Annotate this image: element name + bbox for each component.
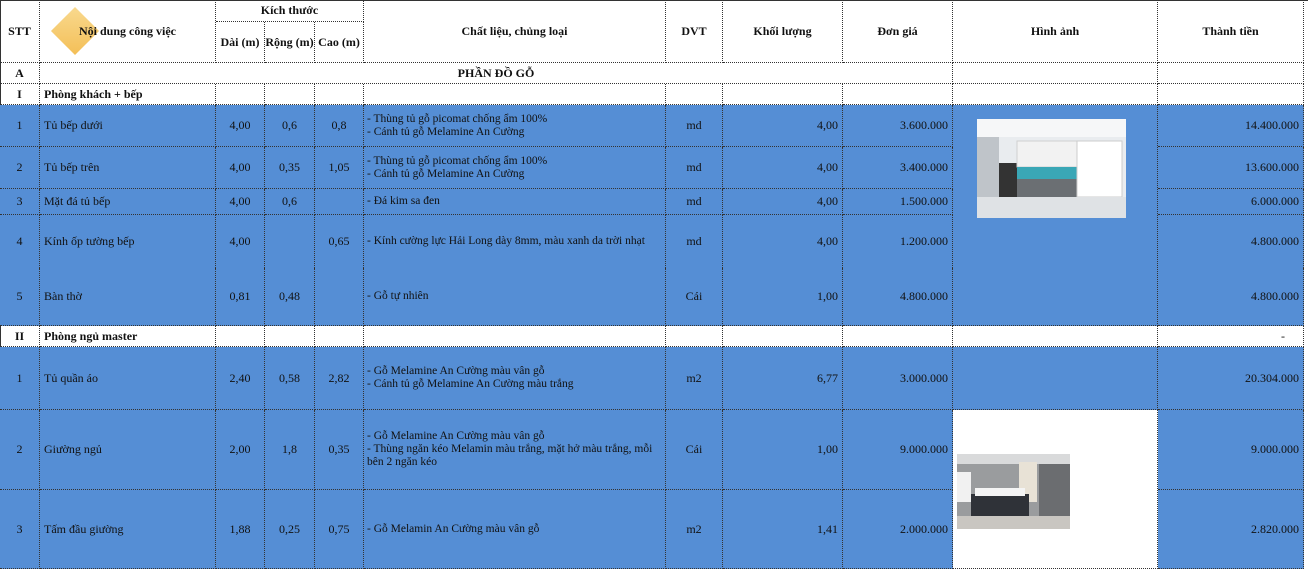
g1-r5-cao[interactable] [315, 268, 364, 326]
g2-r3-dai[interactable]: 1,88 [216, 490, 265, 569]
g1-r5-gia[interactable]: 4.800.000 [843, 268, 953, 326]
header-thanh-tien[interactable]: Thành tiền [1158, 0, 1304, 63]
g2-r2-gia[interactable]: 9.000.000 [843, 410, 953, 490]
g1-r1-gia[interactable]: 3.600.000 [843, 105, 953, 147]
g2-r1-cao[interactable]: 2,82 [315, 347, 364, 410]
g2-r1-image[interactable] [953, 347, 1158, 410]
g1-r4-name[interactable]: Kính ốp tường bếp [40, 215, 216, 268]
g1-r1-dai[interactable]: 4,00 [216, 105, 265, 147]
g2-r3-material[interactable] [364, 490, 666, 569]
g2-r2-material[interactable] [364, 410, 666, 490]
group1-title[interactable]: Phòng khách + bếp [40, 84, 216, 105]
section-a-stt[interactable]: A [0, 63, 40, 84]
g1-r3-material[interactable] [364, 189, 666, 215]
g1-r1-dvt[interactable]: md [666, 105, 723, 147]
group2-empty-mat[interactable] [364, 326, 666, 347]
bedroom-photo-svg [957, 454, 1070, 529]
g1-r2-tien[interactable]: 13.600.000 [1158, 147, 1304, 189]
g2-r3-rong[interactable]: 0,25 [265, 490, 315, 569]
g2-r2-kl[interactable]: 1,00 [723, 410, 843, 490]
g2-r1-stt[interactable]: 1 [0, 347, 40, 410]
g1-r3-kl[interactable]: 4,00 [723, 189, 843, 215]
g1-r1-tien[interactable]: 14.400.000 [1158, 105, 1304, 147]
group1-empty-image[interactable] [953, 84, 1158, 105]
g1-r1-material-line1: - Thùng tủ gỗ picomat chống ẩm 100% [367, 112, 548, 125]
g2-r2-dvt[interactable]: Cái [666, 410, 723, 490]
g1-r5-dai[interactable]: 0,81 [216, 268, 265, 326]
g1-r2-stt[interactable]: 2 [0, 147, 40, 189]
group2-empty-gia[interactable] [843, 326, 953, 347]
g1-r1-material-line2: - Cánh tủ gỗ Melamine An Cường [367, 125, 525, 138]
g2-r2-dai[interactable]: 2,00 [216, 410, 265, 490]
g1-r5-name[interactable]: Bàn thờ [40, 268, 216, 326]
g1-r3-material-line1: - Đá kim sa đen [367, 195, 440, 207]
g1-r3-rong[interactable]: 0,6 [265, 189, 315, 215]
header-stt[interactable]: STT [0, 0, 40, 63]
g2-r1-material-line2: - Cánh tủ gỗ Melamine An Cường màu trắng [367, 378, 574, 390]
g2-r2-cao[interactable]: 0,35 [315, 410, 364, 490]
g1-r2-kl[interactable]: 4,00 [723, 147, 843, 189]
g2-r1-material[interactable] [364, 347, 666, 410]
g1-r2-material[interactable] [364, 147, 666, 189]
header-khoi-luong[interactable]: Khối lượng [723, 0, 843, 63]
g1-r3-gia[interactable]: 1.500.000 [843, 189, 953, 215]
g1-r2-material-line2: - Cánh tủ gỗ Melamine An Cường [367, 167, 525, 180]
g1-r3-stt[interactable]: 3 [0, 189, 40, 215]
g1-r2-cao[interactable]: 1,05 [315, 147, 364, 189]
group1-empty-gia[interactable] [843, 84, 953, 105]
group2-title[interactable]: Phòng ngủ master [40, 326, 216, 347]
g2-r3-gia[interactable]: 2.000.000 [843, 490, 953, 569]
header-dvt[interactable]: DVT [666, 0, 723, 63]
g1-r5-rong[interactable]: 0,48 [265, 268, 315, 326]
group2-empty-dvt[interactable] [666, 326, 723, 347]
g2-r1-gia[interactable]: 3.000.000 [843, 347, 953, 410]
g1-r4-tien[interactable]: 4.800.000 [1158, 215, 1304, 268]
g2-r3-kl[interactable]: 1,41 [723, 490, 843, 569]
group2-empty-dai[interactable] [216, 326, 265, 347]
g2-r1-kl[interactable]: 6,77 [723, 347, 843, 410]
g2-r3-dvt[interactable]: m2 [666, 490, 723, 569]
g2-r3-cao[interactable]: 0,75 [315, 490, 364, 569]
g1-r3-dvt[interactable]: md [666, 189, 723, 215]
header-chat-lieu[interactable]: Chất liệu, chủng loại [364, 0, 666, 63]
group1-empty-dvt[interactable] [666, 84, 723, 105]
g2-r2-stt[interactable]: 2 [0, 410, 40, 490]
group1-empty-cao[interactable] [315, 84, 364, 105]
group1-empty-dai[interactable] [216, 84, 265, 105]
g1-r2-dvt[interactable]: md [666, 147, 723, 189]
g2-r2-material-line2: - Thùng ngăn kéo Melamin màu trắng, mặt hở màu trắng, mỗi [367, 443, 653, 455]
bedroom-photo-icon[interactable] [957, 454, 1070, 529]
group2-total[interactable]: - [1158, 326, 1304, 347]
g2-r1-rong[interactable]: 0,58 [265, 347, 315, 410]
group1-stt[interactable]: I [0, 84, 40, 105]
g1-r1-material[interactable] [364, 105, 666, 147]
g1-r5-material[interactable] [364, 268, 666, 326]
g2-r1-dvt[interactable]: m2 [666, 347, 723, 410]
g2-r1-name[interactable]: Tủ quần áo [40, 347, 216, 410]
g1-r4-material-line1: - Kính cường lực Hải Long dày 8mm, màu xanh da trời nhạt [367, 235, 645, 247]
g1-r4-dvt[interactable]: md [666, 215, 723, 268]
g2-r3-material-line1: - Gỗ Melamin An Cường màu vân gỗ [367, 522, 540, 535]
header-hinh-anh[interactable]: Hình ảnh [953, 0, 1158, 63]
g1-r2-name[interactable]: Tủ bếp trên [40, 147, 216, 189]
group1-empty-rong[interactable] [265, 84, 315, 105]
g1-r5-tien[interactable]: 4.800.000 [1158, 268, 1304, 326]
section-a-image[interactable] [953, 63, 1158, 84]
g1-r1-stt[interactable]: 1 [0, 105, 40, 147]
g2-r3-name[interactable]: Tấm đầu giường [40, 490, 216, 569]
header-kich-thuoc[interactable]: Kích thước [216, 0, 364, 22]
g1-r4-cao[interactable]: 0,65 [315, 215, 364, 268]
g1-r1-kl[interactable]: 4,00 [723, 105, 843, 147]
g2-image-cell[interactable] [953, 410, 1158, 569]
group2-empty-kl[interactable] [723, 326, 843, 347]
g1-r5-kl[interactable]: 1,00 [723, 268, 843, 326]
g1-r3-name[interactable]: Mặt đá tủ bếp [40, 189, 216, 215]
group2-empty-rong[interactable] [265, 326, 315, 347]
g1-r1-cao[interactable]: 0,8 [315, 105, 364, 147]
g2-r3-stt[interactable]: 3 [0, 490, 40, 569]
header-noi-dung-label: Nội dung công việc [78, 23, 176, 38]
group2-empty-image[interactable] [953, 326, 1158, 347]
group2-stt[interactable]: II [0, 326, 40, 347]
g1-r5-dvt[interactable]: Cái [666, 268, 723, 326]
kitchen-photo-icon[interactable] [977, 119, 1126, 218]
g1-r3-dai[interactable]: 4,00 [216, 189, 265, 215]
g2-r3-tien[interactable]: 2.820.000 [1158, 490, 1304, 569]
g2-r2-name[interactable]: Giường ngủ [40, 410, 216, 490]
header-dai[interactable]: Dài (m) [216, 22, 265, 63]
g2-r1-material-line1: - Gỗ Melamine An Cường màu vân gỗ [367, 365, 545, 377]
g1-r4-kl[interactable]: 4,00 [723, 215, 843, 268]
group1-empty-kl[interactable] [723, 84, 843, 105]
g1-r2-rong[interactable]: 0,35 [265, 147, 315, 189]
g2-r1-dai[interactable]: 2,40 [216, 347, 265, 410]
g1-r4-rong[interactable] [265, 215, 315, 268]
header-cao[interactable]: Cao (m) [315, 22, 364, 63]
g1-r4-gia[interactable]: 1.200.000 [843, 215, 953, 268]
header-rong[interactable]: Rộng (m) [265, 22, 315, 63]
header-noi-dung[interactable] [40, 0, 216, 63]
group1-empty-mat[interactable] [364, 84, 666, 105]
kitchen-photo-svg [977, 119, 1126, 218]
g2-r2-tien[interactable]: 9.000.000 [1158, 410, 1304, 490]
g1-r3-tien[interactable]: 6.000.000 [1158, 189, 1304, 215]
group1-empty-total[interactable] [1158, 84, 1304, 105]
g2-r2-material-line3: bên 2 ngăn kéo [367, 456, 437, 468]
section-a-title[interactable]: PHẦN ĐỒ GỖ [40, 63, 953, 84]
g1-r1-name[interactable]: Tủ bếp dưới [40, 105, 216, 147]
g2-r1-tien[interactable]: 20.304.000 [1158, 347, 1304, 410]
g1-r4-material[interactable] [364, 215, 666, 268]
g1-r4-dai[interactable]: 4,00 [216, 215, 265, 268]
g1-r2-material-line1: - Thùng tủ gỗ picomat chống ẩm 100% [367, 154, 548, 167]
g1-image-cell[interactable] [953, 105, 1158, 326]
g1-r3-cao[interactable] [315, 189, 364, 215]
header-don-gia[interactable]: Đơn giá [843, 0, 953, 63]
group2-empty-cao[interactable] [315, 326, 364, 347]
g1-r5-material-line1: - Gỗ tự nhiên [367, 290, 429, 302]
g2-r2-material-line1: - Gỗ Melamine An Cường màu vân gỗ [367, 430, 545, 442]
g1-r1-rong[interactable]: 0,6 [265, 105, 315, 147]
g2-r2-rong[interactable]: 1,8 [265, 410, 315, 490]
g1-r5-stt[interactable]: 5 [0, 268, 40, 326]
g1-r2-gia[interactable]: 3.400.000 [843, 147, 953, 189]
g1-r4-stt[interactable]: 4 [0, 215, 40, 268]
section-a-total[interactable] [1158, 63, 1304, 84]
g1-r2-dai[interactable]: 4,00 [216, 147, 265, 189]
